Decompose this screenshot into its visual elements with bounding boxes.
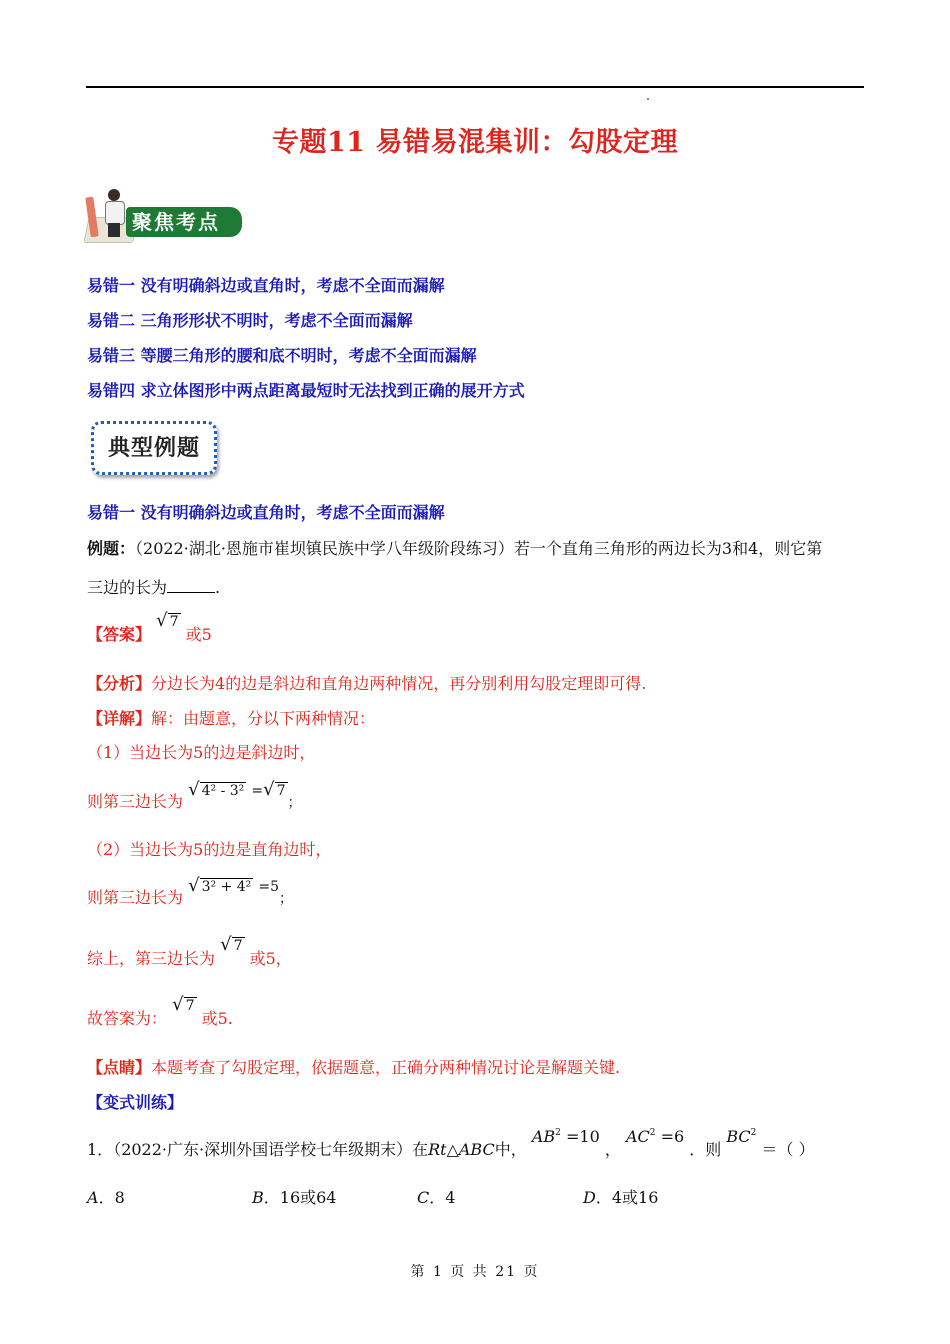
focus-banner — [86, 183, 244, 253]
example-text-2: 三边的长为 — [87, 578, 168, 597]
detail-case-2: （2）当边长为5的边是直角边时， — [87, 840, 332, 859]
comment-line — [87, 1055, 620, 1078]
example-label: 例题： — [87, 539, 136, 558]
detail-summary: 综上，第三边长为 √ 7 或5， — [87, 934, 292, 968]
detail-case-2-result: 则第三边长为 √ 3² + 4² =5； — [87, 875, 293, 907]
question-1: 1．（2022·广东·深圳外国语学校七年级期末）在Rt△ABC中， $AB^2 =10$ ， $AC^2 =6$ ．则 $BC^2$ ＝（ ） — [87, 1127, 815, 1159]
detail-case-1: （1）当边长为5的边是斜边时， — [87, 743, 316, 762]
case1-formula: √ 4² - 3² =√ 7 — [188, 779, 286, 800]
person-head-icon — [108, 189, 120, 201]
person-body-icon — [105, 201, 125, 225]
bc-formula: $BC^2$ — [726, 1127, 757, 1146]
summary-sqrt: √ 7 — [220, 934, 243, 955]
focus-banner-label: 聚焦考点 — [126, 207, 242, 237]
answer-suffix: 或5 — [185, 625, 212, 644]
example-banner: 典型例题 — [91, 421, 217, 475]
analysis-label: 【分析】 — [87, 674, 152, 693]
header-dot — [647, 98, 649, 100]
answer-label: 【答案】 — [87, 625, 152, 644]
detail-line — [87, 706, 375, 729]
comment-text: 本题考查了勾股定理，依据题意，正确分两种情况讨论是解题关键. — [151, 1058, 621, 1077]
comment-label: 【点睛】 — [87, 1058, 152, 1077]
option-b[interactable]: B．16或64 — [252, 1188, 337, 1207]
header-rule — [86, 86, 864, 88]
ab-formula: $AB^2 =10$ — [531, 1127, 600, 1146]
case2-formula: √ 3² + 4² =5 — [188, 875, 279, 896]
detail-intro: 解：由题意，分以下两种情况： — [151, 709, 376, 728]
example-line-1 — [87, 536, 822, 559]
detail-final: 故答案为： √ 7 或5. — [87, 994, 233, 1028]
person-legs-icon — [108, 223, 120, 237]
focus-point-1: 易错一 没有明确斜边或直角时，考虑不全面而漏解 — [87, 276, 445, 295]
example-text-1: （2022·湖北·恩施市崔坝镇民族中学八年级阶段练习）若一个直角三角形的两边长为3和4，则它第 — [135, 539, 823, 558]
variant-label: 【变式训练】 — [87, 1093, 184, 1112]
example-line-2 — [87, 575, 220, 598]
option-c[interactable]: C．4 — [417, 1188, 456, 1207]
focus-point-3: 易错三 等腰三角形的腰和底不明时，考虑不全面而漏解 — [87, 346, 477, 365]
option-a[interactable]: A．8 — [87, 1188, 125, 1207]
focus-point-4: 易错四 求立体图形中两点距离最短时无法找到正确的展开方式 — [87, 381, 525, 400]
page-footer: 第 1 页 共 21 页 — [410, 1264, 540, 1280]
focus-point-2: 易错二 三角形形状不明时，考虑不全面而漏解 — [87, 311, 413, 330]
page-title: 专题11 易错易混集训：勾股定理 — [272, 127, 678, 158]
analysis-line — [87, 671, 646, 694]
answer-sqrt: √ 7 — [156, 610, 179, 631]
final-sqrt: √ 7 — [172, 994, 195, 1015]
answer-line — [87, 610, 212, 645]
detail-label: 【详解】 — [87, 709, 152, 728]
option-d[interactable]: D．4或16 — [583, 1188, 659, 1207]
example-text-3: . — [215, 578, 221, 597]
answer-blank — [167, 578, 215, 593]
analysis-text: 分边长为4的边是斜边和直角边两种情况，再分别利用勾股定理即可得. — [151, 674, 647, 693]
section-heading: 易错一 没有明确斜边或直角时，考虑不全面而漏解 — [87, 503, 445, 522]
detail-case-1-result: 则第三边长为 √ 4² - 3² =√ 7； — [87, 779, 302, 811]
ac-formula: $AC^2 =6$ — [625, 1127, 685, 1146]
